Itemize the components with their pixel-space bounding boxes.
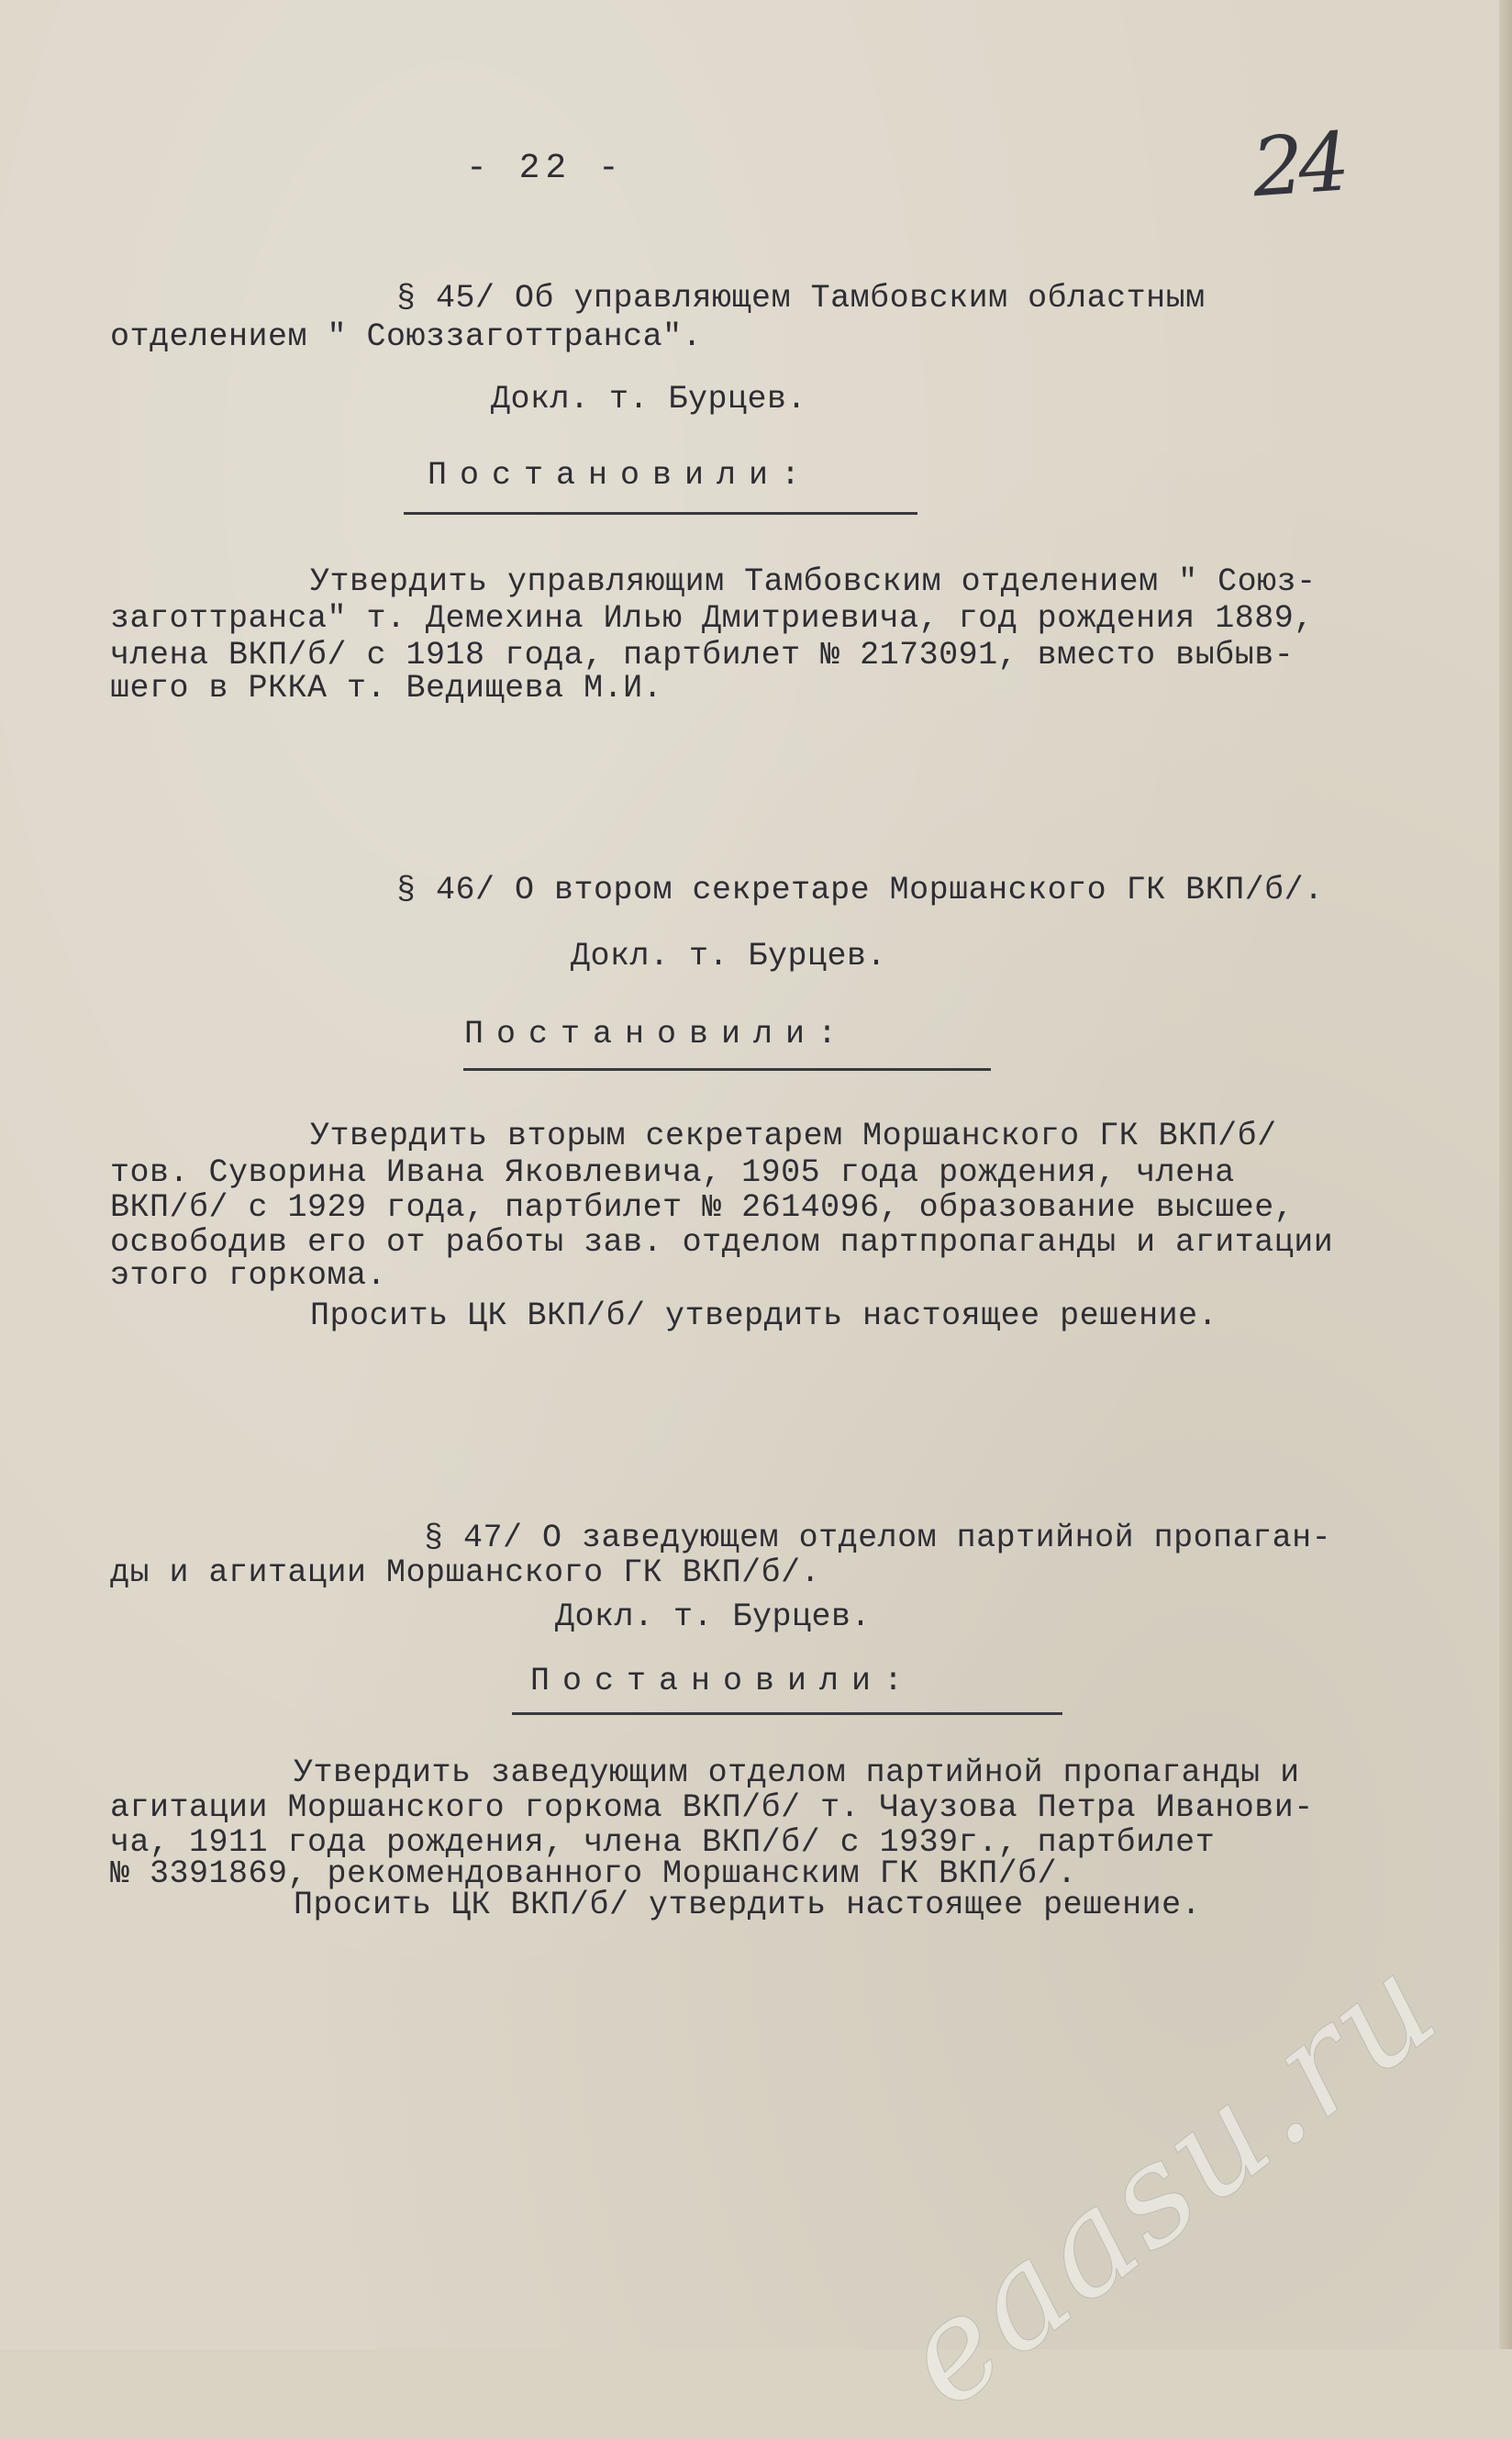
section-47-title-line-2: ды и агитации Моршанского ГК ВКП/б/. <box>110 1554 821 1591</box>
section-47-reporter: Докл. т. Бурцев. <box>555 1598 872 1635</box>
section-45-heading-underline <box>404 512 917 515</box>
section-47-body-line-4: № 3391869, рекомендованного Моршанским ГК ВКП/б/. <box>110 1855 1077 1892</box>
page-number: - 22 - <box>466 149 625 188</box>
section-46-body-line-3: ВКП/б/ с 1929 года, партбилет № 2614096, образование высшее, <box>110 1189 1295 1226</box>
section-46-resolved-heading: Постановили: <box>464 1016 850 1052</box>
section-46-reporter: Докл. т. Бурцев. <box>571 938 887 974</box>
section-45-title-line-1: § 45/ Об управляющем Тамбовским областным <box>396 280 1206 317</box>
section-45-body-line-1: Утвердить управляющим Тамбовским отделением " Союз- <box>310 563 1317 600</box>
section-47-heading-underline <box>512 1712 1062 1715</box>
section-47-body-line-5: Просить ЦК ВКП/б/ утвердить настоящее решение. <box>294 1887 1202 1923</box>
section-45-body-line-4: шего в РККА т. Ведищева М.И. <box>110 670 663 707</box>
section-47-body-line-3: ча, 1911 года рождения, члена ВКП/б/ с 1939г., партбилет <box>110 1824 1216 1861</box>
section-45-body-line-2: заготтранса" т. Демехина Илью Дмитриевича, год рождения 1889, <box>110 600 1314 637</box>
section-47-body-line-2: агитации Моршанского горкома ВКП/б/ т. Чаузова Петра Иванови- <box>110 1789 1314 1826</box>
section-45-resolved-heading: Постановили: <box>428 457 814 494</box>
section-45-body-line-3: члена ВКП/б/ с 1918 года, партбилет № 2173091, вместо выбыв- <box>110 637 1295 674</box>
section-46-title-line-1: § 46/ О втором секретаре Моршанского ГК ВКП/б/. <box>396 872 1324 908</box>
handwritten-page-number: 24 <box>1249 114 1348 216</box>
section-46-body-line-2: тов. Суворина Ивана Яковлевича, 1905 года рождения, члена <box>110 1154 1235 1191</box>
section-46-body-line-6: Просить ЦК ВКП/б/ утвердить настоящее решение. <box>310 1297 1218 1334</box>
section-46-body-line-4: освободив его от работы зав. отделом партпропаганды и агитации <box>110 1224 1334 1261</box>
page-edge <box>1499 0 1512 2349</box>
section-47-title-line-1: § 47/ О заведующем отделом партийной пропаган- <box>424 1520 1332 1556</box>
site-watermark: eaasu.ru <box>871 1923 1468 2439</box>
section-45-reporter: Докл. т. Бурцев. <box>491 381 807 418</box>
section-47-resolved-heading: Постановили: <box>530 1663 917 1699</box>
section-46-heading-underline <box>463 1068 991 1071</box>
section-46-body-line-5: этого горкома. <box>110 1257 387 1294</box>
section-45-title-line-2: отделением " Союззаготтранса". <box>110 318 703 355</box>
section-46-body-line-1: Утвердить вторым секретарем Моршанского ГК ВКП/б/ <box>310 1118 1277 1154</box>
section-47-body-line-1: Утвердить заведующим отделом партийной пропаганды и <box>294 1754 1300 1791</box>
